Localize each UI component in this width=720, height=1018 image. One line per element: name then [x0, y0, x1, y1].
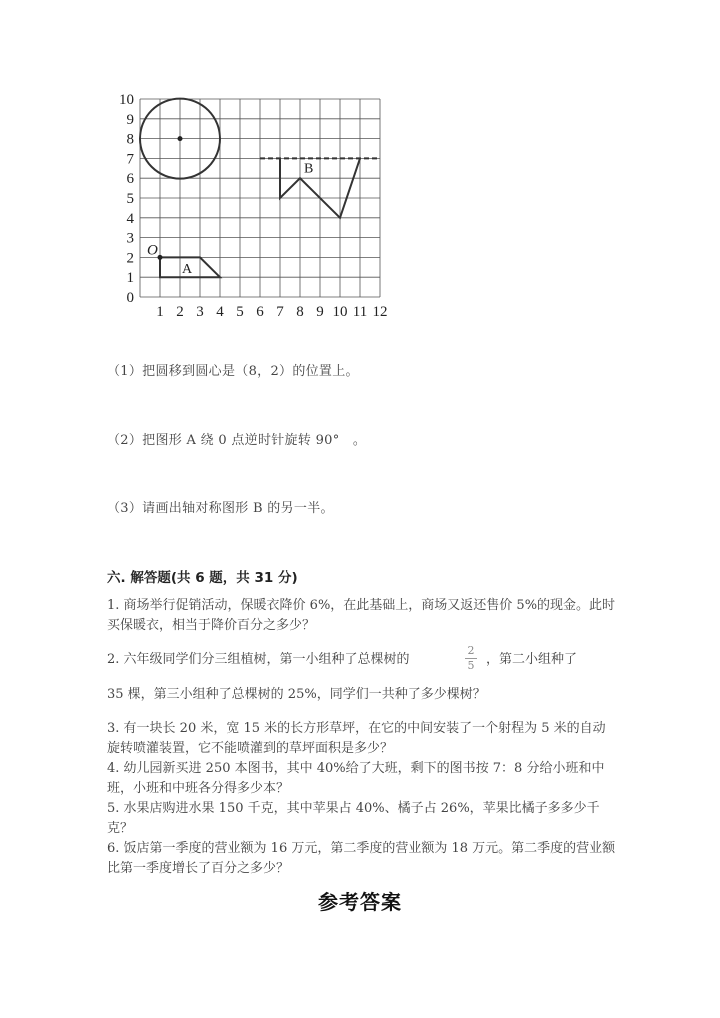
y-tick-label: 0 — [126, 290, 134, 306]
section-title: 六. 解答题(共 6 题，共 31 分) — [107, 570, 298, 586]
coordinate-grid-figure — [110, 88, 400, 332]
y-tick-label: 4 — [126, 210, 134, 227]
x-tick-label: 9 — [316, 304, 324, 320]
x-tick-label: 3 — [196, 304, 204, 320]
y-tick-label: 6 — [126, 171, 134, 188]
origin-label: O — [147, 242, 158, 259]
question-3: （3）请画出轴对称图形 B 的另一半。 — [107, 501, 334, 516]
y-tick-label: 9 — [126, 111, 134, 128]
origin-point-dot — [158, 255, 163, 260]
y-tick-label: 3 — [126, 230, 134, 247]
x-tick-label: 8 — [296, 304, 304, 320]
shape-b-label: B — [304, 161, 314, 177]
x-tick-label: 12 — [372, 304, 388, 320]
fraction-numerator: 2 — [467, 644, 475, 657]
x-tick-label: 2 — [176, 304, 184, 320]
question-2: （2）把图形 A 绕 0 点逆时针旋转 90° 。 — [107, 433, 367, 448]
fraction-denominator: 5 — [467, 659, 475, 672]
answer-key-title: 参考答案 — [318, 890, 402, 914]
y-tick-label: 8 — [126, 131, 134, 148]
y-tick-label: 7 — [126, 151, 134, 168]
x-tick-label: 5 — [236, 304, 244, 320]
problem-1: 1. 商场举行促销活动，保暖衣降价 6%，在此基础上，商场又返还售价 5%的现金。此时买保暖衣，相当于降价百分之多少？ — [107, 598, 616, 633]
x-tick-label: 11 — [352, 304, 368, 320]
problem-2-text-b: ，第二小组种了 — [486, 652, 578, 667]
problem-4: 4. 幼儿园新买进 250 本图书，其中 40%给了大班，剩下的图书按 7：8 分给小班和中班，小班和中班各分得多少本？ — [107, 761, 605, 796]
x-tick-label: 4 — [216, 304, 224, 320]
y-tick-label: 5 — [126, 191, 134, 207]
shape-a-label: A — [182, 262, 193, 278]
x-tick-label: 1 — [156, 304, 164, 320]
grid-svg — [110, 88, 400, 328]
problem-6: 6. 饭店第一季度的营业额为 16 万元，第二季度的营业额为 18 万元。第二季度的营业额比第一季度增长了百分之多少？ — [107, 841, 616, 876]
y-tick-label: 1 — [126, 270, 134, 287]
problem-5: 5. 水果店购进水果 150 千克，其中苹果占 40%、橘子占 26%，苹果比橘子多多少千克？ — [107, 801, 600, 836]
x-tick-label: 7 — [276, 304, 284, 320]
y-tick-label: 2 — [126, 250, 134, 267]
x-tick-label: 6 — [256, 304, 264, 320]
problem-2-text-c: 35 棵，第三小组种了总棵树的 25%，同学们一共种了多少棵树？ — [107, 687, 486, 702]
question-1: （1）把圆移到圆心是（8，2）的位置上。 — [107, 364, 359, 379]
x-tick-label: 10 — [332, 304, 348, 320]
circle-center-dot — [178, 136, 183, 141]
problem-3: 3. 有一块长 20 米，宽 15 米的长方形草坪，在它的中间安装了一个射程为 5 米的自动旋转喷灌装置，它不能喷灌到的草坪面积是多少？ — [107, 721, 606, 756]
fraction-two-fifths — [465, 645, 477, 672]
y-tick-label: 10 — [119, 92, 134, 108]
problem-2-text-a: 2. 六年级同学们分三组植树，第一小组种了总棵树的 — [107, 652, 410, 667]
